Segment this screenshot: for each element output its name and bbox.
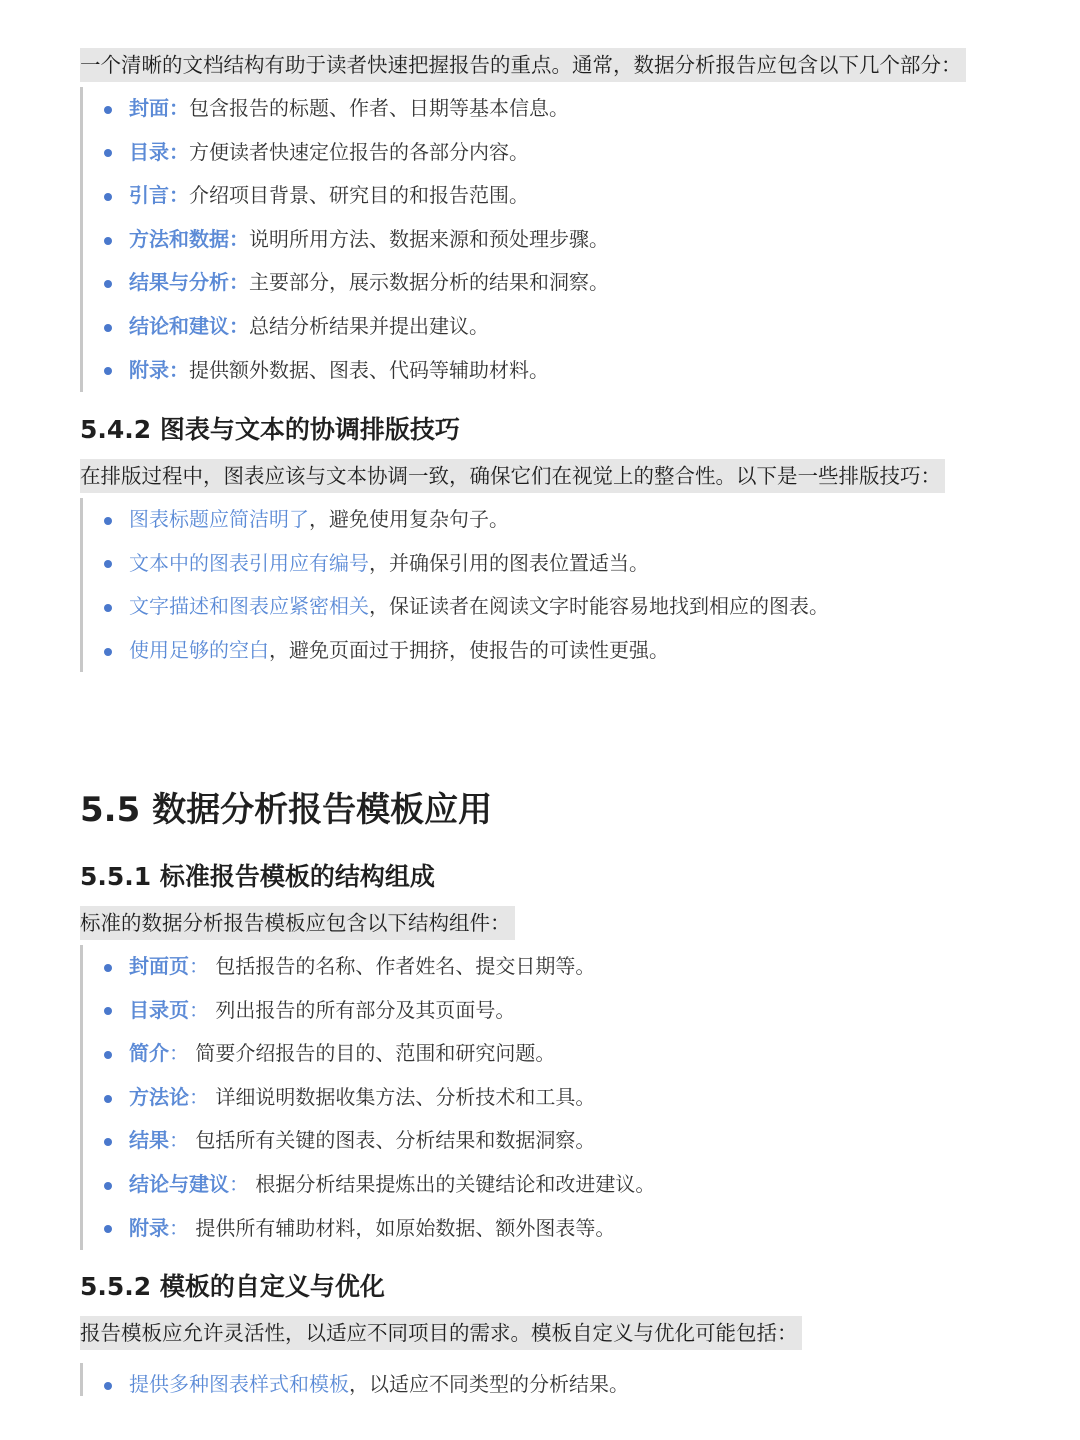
list-item: 封面页： 包括报告的名称、作者姓名、提交日期等。 bbox=[83, 945, 655, 989]
bullet-icon bbox=[104, 648, 112, 656]
list-item: 附录：提供额外数据、图表、代码等辅助材料。 bbox=[83, 349, 609, 393]
bullet-icon bbox=[104, 1138, 112, 1146]
page-crop-mask bbox=[0, 1396, 1080, 1440]
list-item: 附录： 提供所有辅助材料，如原始数据、额外图表等。 bbox=[83, 1207, 655, 1251]
heading-5-5-2: 5.5.2 模板的自定义与优化 bbox=[80, 1272, 385, 1301]
custom-intro: 报告模板应允许灵活性，以适应不同项目的需求。模板自定义与优化可能包括： bbox=[80, 1316, 802, 1350]
bullet-icon bbox=[104, 1382, 112, 1390]
bullet-icon bbox=[104, 517, 112, 525]
bullet-icon bbox=[104, 1225, 112, 1233]
bullet-icon bbox=[104, 324, 112, 332]
bullet-icon bbox=[104, 964, 112, 972]
list-item: 目录：方便读者快速定位报告的各部分内容。 bbox=[83, 131, 609, 175]
list-item: 文本中的图表引用应有编号，并确保引用的图表位置适当。 bbox=[83, 542, 829, 586]
list-item: 引言：介绍项目背景、研究目的和报告范围。 bbox=[83, 174, 609, 218]
list-item: 方法和数据：说明所用方法、数据来源和预处理步骤。 bbox=[83, 218, 609, 262]
bullet-icon bbox=[104, 237, 112, 245]
list-item: 结果与分析：主要部分，展示数据分析的结果和洞察。 bbox=[83, 261, 609, 305]
list-item: 结论和建议：总结分析结果并提出建议。 bbox=[83, 305, 609, 349]
heading-5-4-2: 5.4.2 图表与文本的协调排版技巧 bbox=[80, 415, 460, 444]
bullet-icon bbox=[104, 193, 112, 201]
structure-intro: 一个清晰的文档结构有助于读者快速把握报告的重点。通常，数据分析报告应包含以下几个部分： bbox=[80, 48, 966, 82]
heading-5-5-1: 5.5.1 标准报告模板的结构组成 bbox=[80, 862, 435, 891]
structure-list bbox=[80, 87, 609, 392]
bullet-icon bbox=[104, 1051, 112, 1059]
bullet-icon bbox=[104, 106, 112, 114]
bullet-icon bbox=[104, 367, 112, 375]
list-item: 使用足够的空白，避免页面过于拥挤，使报告的可读性更强。 bbox=[83, 629, 829, 673]
bullet-icon bbox=[104, 1007, 112, 1015]
layout-intro: 在排版过程中，图表应该与文本协调一致，确保它们在视觉上的整合性。以下是一些排版技巧： bbox=[80, 459, 945, 493]
template-structure-list bbox=[80, 945, 655, 1250]
list-item: 目录页： 列出报告的所有部分及其页面号。 bbox=[83, 989, 655, 1033]
bullet-icon bbox=[104, 604, 112, 612]
list-item: 文字描述和图表应紧密相关，保证读者在阅读文字时能容易地找到相应的图表。 bbox=[83, 585, 829, 629]
bullet-icon bbox=[104, 1182, 112, 1190]
bullet-icon bbox=[104, 1095, 112, 1103]
list-item: 结果： 包括所有关键的图表、分析结果和数据洞察。 bbox=[83, 1119, 655, 1163]
list-item: 简介： 简要介绍报告的目的、范围和研究问题。 bbox=[83, 1032, 655, 1076]
bullet-icon bbox=[104, 280, 112, 288]
list-item: 图表标题应简洁明了，避免使用复杂句子。 bbox=[83, 498, 829, 542]
list-item: 方法论： 详细说明数据收集方法、分析技术和工具。 bbox=[83, 1076, 655, 1120]
template-intro: 标准的数据分析报告模板应包含以下结构组件： bbox=[80, 906, 515, 940]
layout-tips-list bbox=[80, 498, 829, 672]
list-item: 封面：包含报告的标题、作者、日期等基本信息。 bbox=[83, 87, 609, 131]
bullet-icon bbox=[104, 149, 112, 157]
heading-5-5: 5.5 数据分析报告模板应用 bbox=[80, 790, 493, 830]
bullet-icon bbox=[104, 560, 112, 568]
list-item: 提供多种图表样式和模板，以适应不同类型的分析结果。 bbox=[83, 1363, 629, 1407]
list-item: 结论与建议： 根据分析结果提炼出的关键结论和改进建议。 bbox=[83, 1163, 655, 1207]
